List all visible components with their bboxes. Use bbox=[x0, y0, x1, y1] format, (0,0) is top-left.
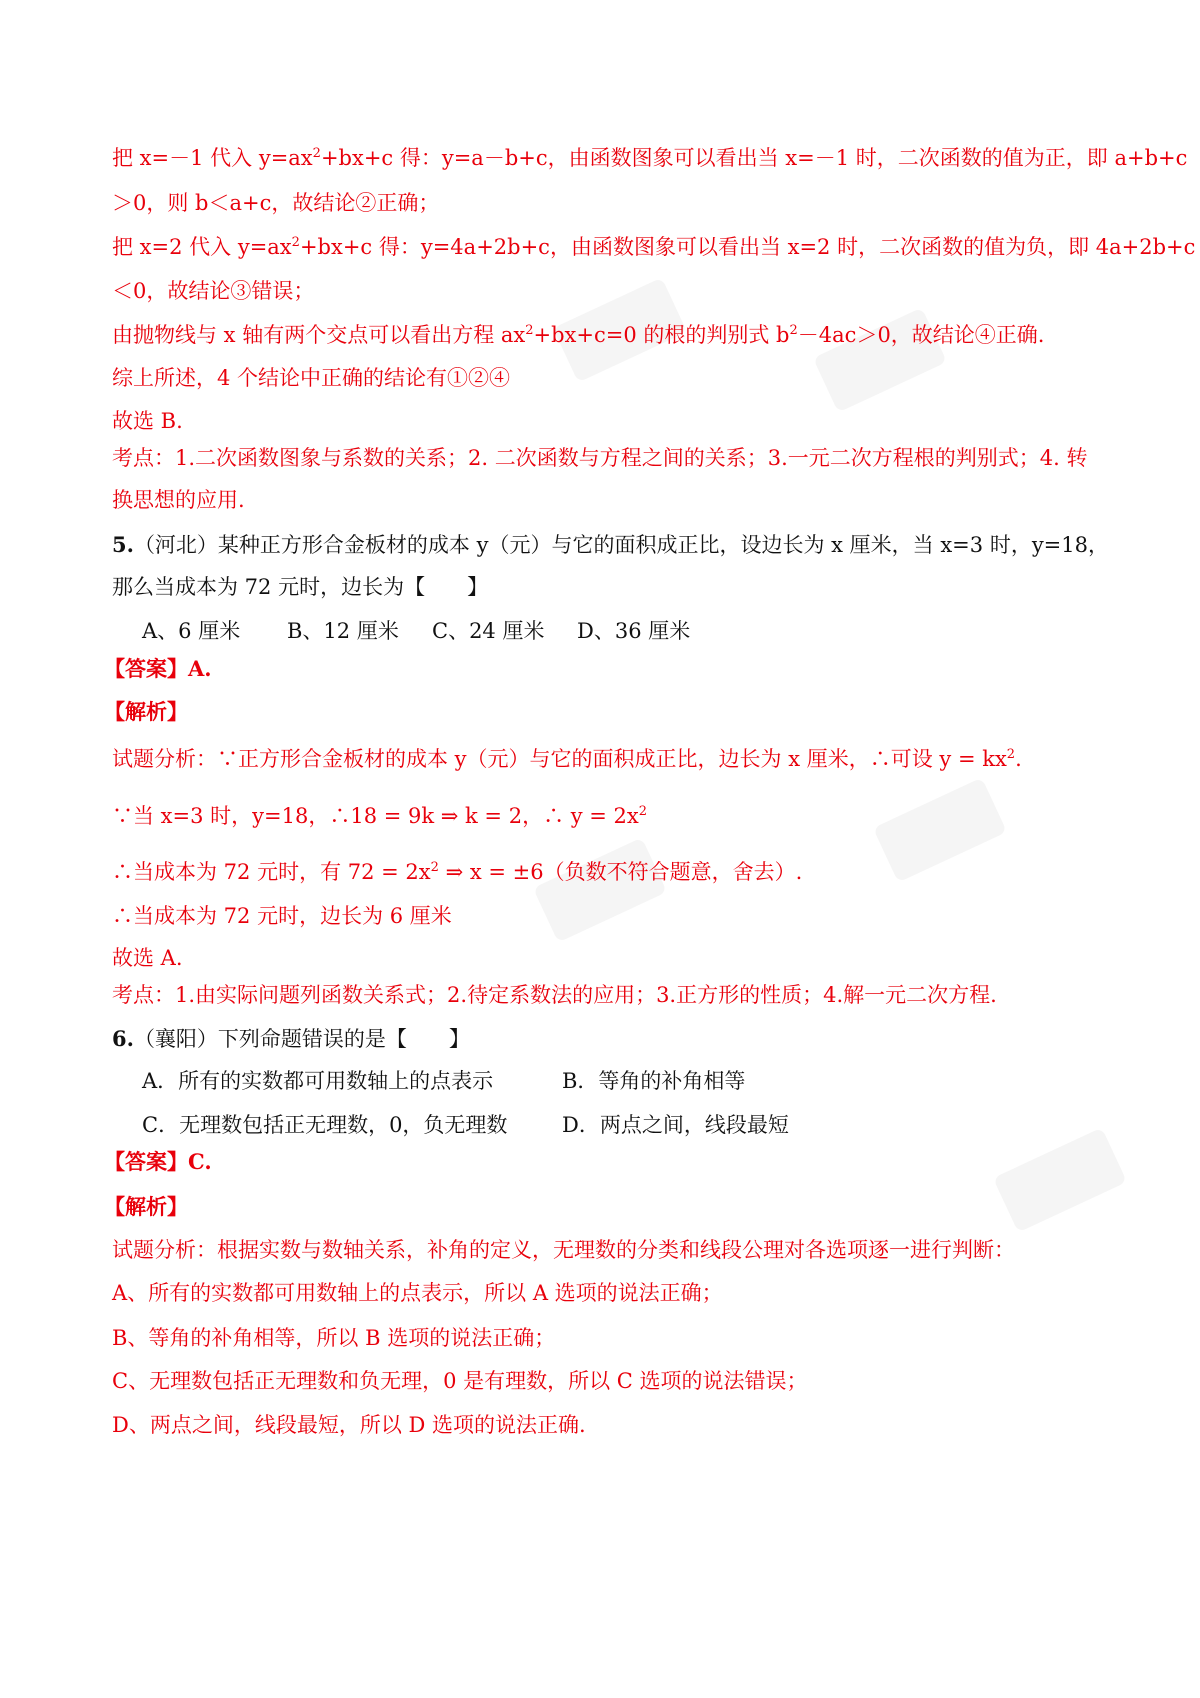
q6-analysis-2: A、所有的实数都可用数轴上的点表示，所以 A 选项的说法正确； bbox=[112, 1281, 723, 1305]
q6-analysis-4: C、无理数包括正无理数和负无理，0 是有理数，所以 C 选项的说法错误； bbox=[112, 1369, 808, 1393]
q4-line-5: 由抛物线与 x 轴有两个交点可以看出方程 $ax^2+bx+c=0$ 的根的判别式 $b^2-4ac>0$，故结论④正确. bbox=[112, 323, 1045, 347]
q6-analysis-1: 试题分析：根据实数与数轴关系，补角的定义，无理数的分类和线段公理对各选项逐一进行判断： bbox=[112, 1238, 1015, 1262]
q4-line-4: ＜0，故结论③错误； bbox=[112, 279, 315, 303]
q5-analysis-4: ∴当成本为 72 元时，边长为 6 厘米 bbox=[112, 904, 452, 928]
q6-answer-tag: 【答案】C. bbox=[104, 1149, 212, 1174]
watermark bbox=[993, 1127, 1127, 1232]
q5-option-a: A、6 厘米 bbox=[142, 619, 241, 643]
q4-line-9: 换思想的应用. bbox=[112, 488, 245, 512]
q5-analysis-2: ∵当 x=3 时，y=18，∴18 = 9k ⇒ k = 2，∴ $y = 2x^2$ bbox=[112, 804, 648, 828]
watermark bbox=[873, 777, 1007, 882]
q6-analysis-tag: 【解析】 bbox=[104, 1194, 188, 1219]
q6-analysis-5: D、两点之间，线段最短，所以 D 选项的说法正确. bbox=[112, 1413, 586, 1437]
q5-option-b: B、12 厘米 bbox=[287, 619, 399, 643]
q5-analysis-5: 故选 A. bbox=[112, 946, 183, 970]
q6-option-d: D．两点之间，线段最短 bbox=[562, 1113, 789, 1137]
q5-analysis-3: ∴当成本为 72 元时，有 $72 = 2x^2$ ⇒ x = ±6（负数不符合题意，舍去）. bbox=[112, 860, 803, 884]
q5-option-c: C、24 厘米 bbox=[432, 619, 545, 643]
q5-stem-1: 5.（河北）某种正方形合金板材的成本 y（元）与它的面积成正比，设边长为 x 厘米，当 x=3 时，y=18， bbox=[112, 532, 1109, 557]
q6-option-c: C．无理数包括正无理数，0，负无理数 bbox=[142, 1113, 508, 1137]
q6-analysis-3: B、等角的补角相等，所以 B 选项的说法正确； bbox=[112, 1326, 556, 1350]
q4-line-1: 把 x=－1 代入 $y=ax^2+bx+c$ 得：y=a－b+c，由函数图象可以看出当 x=－1 时，二次函数的值为正，即 a+b+c bbox=[112, 146, 1188, 170]
q5-analysis-tag: 【解析】 bbox=[104, 699, 188, 724]
q6-option-b: B．等角的补角相等 bbox=[562, 1069, 746, 1093]
q6-stem: 6.（襄阳）下列命题错误的是【 】 bbox=[112, 1026, 470, 1051]
q5-stem-2: 那么当成本为 72 元时，边长为【 】 bbox=[112, 575, 489, 599]
q4-line-8: 考点：1.二次函数图象与系数的关系；2. 二次函数与方程之间的关系；3.一元二次方程根的判别式；4. 转 bbox=[112, 446, 1088, 470]
q5-analysis-1: 试题分析：∵正方形合金板材的成本 y（元）与它的面积成正比，边长为 x 厘米，∴可设 $y = kx^2$. bbox=[112, 747, 1022, 771]
q6-option-a: A．所有的实数都可用数轴上的点表示 bbox=[142, 1069, 494, 1093]
q4-line-2: ＞0，则 b＜a+c，故结论②正确； bbox=[112, 191, 440, 215]
q5-analysis-6: 考点：1.由实际问题列函数关系式；2.待定系数法的应用；3.正方形的性质；4.解一元二次方程. bbox=[112, 983, 997, 1007]
q5-answer-tag: 【答案】A. bbox=[104, 656, 212, 681]
q4-line-3: 把 x=2 代入 $y=ax^2+bx+c$ 得：y=4a+2b+c，由函数图象可以看出当 x=2 时，二次函数的值为负，即 4a+2b+c bbox=[112, 235, 1196, 259]
watermark bbox=[533, 837, 667, 942]
q5-option-d: D、36 厘米 bbox=[577, 619, 691, 643]
q4-line-7: 故选 B. bbox=[112, 409, 183, 433]
q4-line-6: 综上所述，4 个结论中正确的结论有①②④ bbox=[112, 366, 511, 390]
